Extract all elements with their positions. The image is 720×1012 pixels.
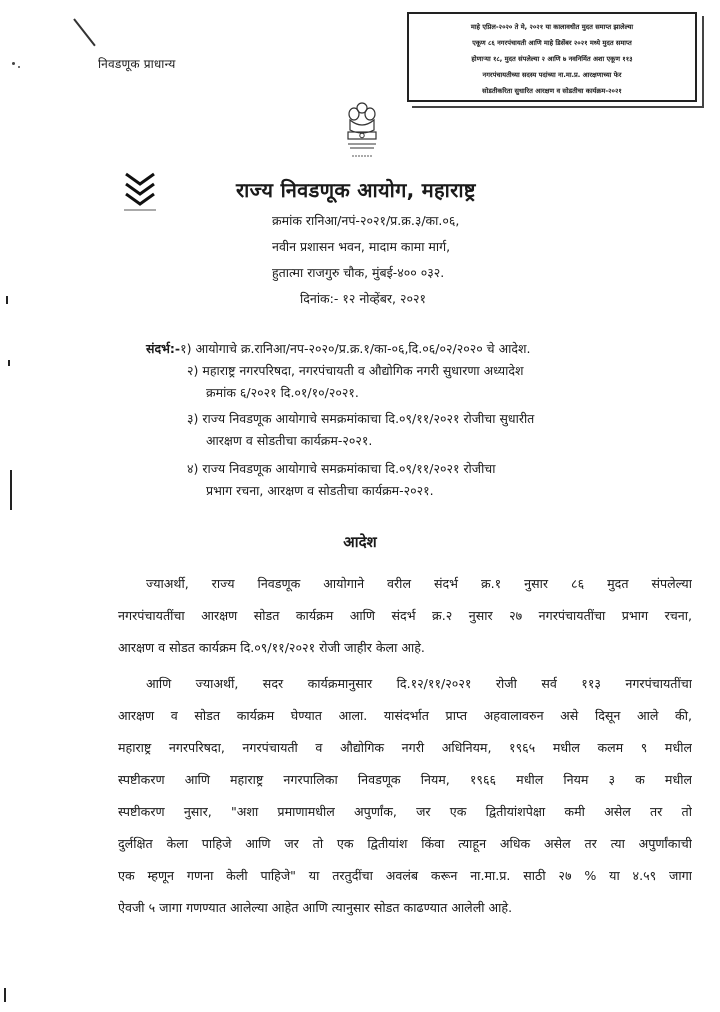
paragraph-line: ज्याअर्थी, राज्य निवडणूक आयोगाने वरील संदर्भ क्र.१ नुसार ८६ मुदत संपलेल्या xyxy=(146,576,692,591)
reference-text: राज्य निवडणूक आयोगाचे समक्रमांकाचा दि.०९/११/२०२१ रोजीचा सुधारीत xyxy=(202,411,535,426)
document-date: दिनांक:- १२ नोव्हेंबर, २०२१ xyxy=(300,291,426,306)
reference-text: क्रमांक ६/२०२१ दि.०१/१०/२०२१. xyxy=(206,385,359,400)
priority-label: निवडणूक प्राधान्य xyxy=(98,57,176,71)
reference-item-3-continued xyxy=(206,432,372,450)
address-line-2: हुतात्मा राजगुरु चौक, मुंबई-४०० ०३२. xyxy=(272,265,445,280)
reference-number-label: ४) xyxy=(187,461,199,476)
reference-item-4 xyxy=(187,460,495,478)
paragraph-line: आरक्षण व सोडत कार्यक्रम दि.०९/११/२०२१ रोजी जाहीर केला आहे. xyxy=(118,640,425,655)
paragraph-line: आरक्षण व सोडत कार्यक्रम घेण्यात आला. यासंदर्भात प्राप्त अहवालावरुन असे दिसून आले की, xyxy=(118,708,692,723)
reference-text: प्रभाग रचना, आरक्षण व सोडतीचा कार्यक्रम-२०२१. xyxy=(206,483,434,498)
references-label: संदर्भ:- xyxy=(146,341,181,356)
paragraph-line: नगरपंचायतींचा आरक्षण सोडत कार्यक्रम आणि संदर्भ क्र.२ नुसार २७ नगरपंचायतींचा प्रभाग रचना, xyxy=(118,608,692,623)
paragraph-line: दुर्लक्षित केला पाहिजे आणि जर तो एक द्वितीयांश किंवा त्याहून अधिक असेल तर त्या अपुर्णांकाची xyxy=(118,836,692,851)
pen-mark xyxy=(73,18,96,46)
reference-text: आयोगाचे क्र.रानिआ/नप-२०२०/प्र.क्र.१/का-०६,दि.०६/०२/२०२० चे आदेश. xyxy=(195,341,531,356)
paragraph-line: ऐवजी ५ जागा गणण्यात आलेल्या आहेत आणि त्यानुसार सोडत काढण्यात आलेली आहे. xyxy=(118,900,513,915)
notice-box-line: होणाऱ्या १८, मुदत संपलेल्या २ आणि ७ नवनिर्मित अशा एकूण ११३ xyxy=(471,55,633,63)
paragraph-line: स्पष्टीकरण आणि महाराष्ट्र नगरपालिका निवडणूक नियम, १९६६ मधील नियम ३ क मधील xyxy=(118,772,692,787)
scan-margin-mark xyxy=(6,296,8,304)
reference-item-4-continued xyxy=(206,482,434,500)
notice-box-line: सोडतीकरिता सुधारित आरक्षण व सोडतीचा कार्यक्रम-२०२१ xyxy=(482,87,622,95)
reference-number-label: १) xyxy=(180,341,192,356)
paragraph-line: महाराष्ट्र नगरपरिषदा, नगरपंचायती व औद्योगिक नगरी अधिनियम, १९६५ मधील कलम ९ मधील xyxy=(118,740,692,755)
order-paragraph-1 xyxy=(118,568,692,664)
reference-item-2-continued xyxy=(206,384,359,402)
reference-number: क्रमांक रानिआ/नपं-२०२१/प्र.क्र.३/का.०६, xyxy=(272,213,460,228)
reference-text: महाराष्ट्र नगरपरिषदा, नगरपंचायती व औद्योगिक नगरी सुधारणा अध्यादेश xyxy=(202,363,524,378)
reference-text: आरक्षण व सोडतीचा कार्यक्रम-२०२१. xyxy=(206,433,373,448)
order-paragraph-2 xyxy=(118,668,692,924)
paragraph-line: आणि ज्याअर्थी, सदर कार्यक्रमानुसार दि.१२/११/२०२१ रोजी सर्व ११३ नगरपंचायतींचा xyxy=(146,676,692,691)
election-commission-logo-icon xyxy=(112,170,168,214)
paragraph-line: एक म्हणून गणना केली पाहिजे" या तरतुदींचा अवलंब करून ना.मा.प्र. साठी २७ % या ४.५९ जागा xyxy=(118,868,692,883)
notice-box-line: एकूण ८६ नगरपंचायती आणि माहे डिसेंबर २०२१ मध्ये मुदत समाप्त xyxy=(472,39,632,47)
scan-margin-mark xyxy=(10,470,12,510)
reference-item-2 xyxy=(187,362,523,380)
reference-number-label: ३) xyxy=(187,411,199,426)
order-heading: आदेश xyxy=(343,533,377,551)
reference-item-3 xyxy=(187,410,534,428)
reference-item-1 xyxy=(146,340,530,358)
address-line-1: नवीन प्रशासन भवन, मादाम कामा मार्ग, xyxy=(272,239,451,254)
scan-margin-mark xyxy=(8,360,10,366)
paragraph-line: स्पष्टीकरण नुसार, "अशा प्रमाणामधील अपुर्णांक, जर एक द्वितीयांशपेक्षा कमी असेल तर तो xyxy=(118,804,692,819)
scan-speck xyxy=(12,62,15,65)
notice-box-line: माहे एप्रिल-२०२० ते मे, २०२१ या कालावधीत मुदत समाप्त झालेल्या xyxy=(470,23,634,31)
commission-title: राज्य निवडणूक आयोग, महाराष्ट्र xyxy=(236,178,476,202)
state-emblem-icon xyxy=(338,100,386,164)
notice-box-line: नगरपंचायतीच्या सदस्य पदांच्या ना.मा.प्र. आरक्षणाच्या फेर xyxy=(482,71,622,79)
notice-box xyxy=(407,12,697,102)
reference-number-label: २) xyxy=(187,363,199,378)
scan-speck xyxy=(18,66,20,68)
reference-text: राज्य निवडणूक आयोगाचे समक्रमांकाचा दि.०९/११/२०२१ रोजीचा xyxy=(202,461,496,476)
scan-margin-mark xyxy=(4,988,6,1002)
